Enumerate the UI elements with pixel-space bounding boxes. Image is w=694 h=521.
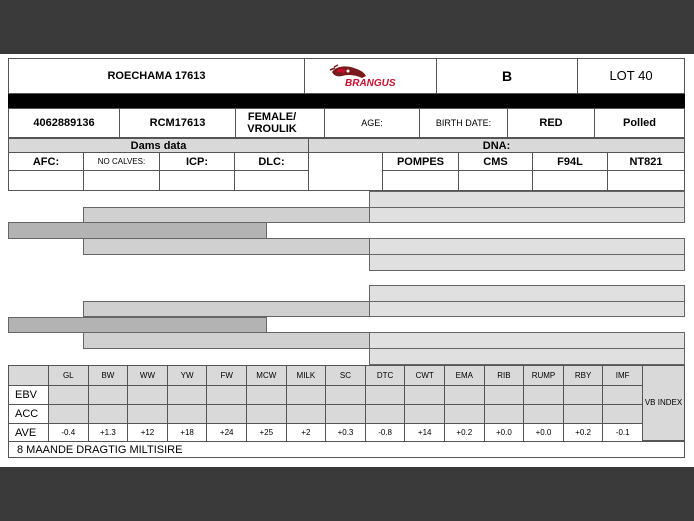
pedigree2-sire-dam [369,301,685,317]
animal-name [8,58,305,94]
ebv-cell-ave-rby [563,423,604,443]
dna-col-f94l [532,152,608,171]
pedigree2-sire-sire [369,285,685,302]
age [324,108,420,138]
ebv-cell-ebv-rib [484,385,525,405]
ebv-row-label-ave [8,423,49,443]
pedigree2-dam [83,332,370,349]
ebv-header-dtc-text: DTC [376,370,394,380]
no-calves-value [83,170,160,191]
ebv-header-gl [48,365,89,386]
ebv-row-label-ebv-text: EBV [15,389,38,401]
ebv-header-ww [127,365,168,386]
dna-cms-text: CMS [483,155,508,168]
dlc-value [234,170,309,191]
birth-date [419,108,508,138]
ebv-cell-ave-gl-text: -0.4 [61,428,76,437]
grade [436,58,578,94]
ebv-cell-ave-fw-text: +24 [219,428,234,437]
ebv-header-rby [563,365,604,386]
ebv-header-sc-text: SC [339,370,352,380]
lot-text: LOT 40 [609,68,653,83]
ebv-cell-ave-dtc [365,423,406,443]
ebv-cell-acc-yw [167,404,208,424]
ebv-cell-ebv-rump [523,385,564,405]
ebv-header-fw-text: FW [220,370,233,380]
ebv-cell-ebv-bw [88,385,129,405]
ebv-cell-ave-ww [127,423,168,443]
icp-text: ICP: [186,155,208,168]
ebv-cell-ave-dtc-text: -0.8 [378,428,392,437]
ebv-cell-acc-rump [523,404,564,424]
sex-text: FEMALE/ VROULIK [247,111,297,135]
ebv-header-imf-text: IMF [615,370,630,380]
ebv-cell-ebv-gl [48,385,89,405]
footer-note [8,441,685,458]
ebv-cell-ave-rby-text: +0.2 [575,428,591,437]
ebv-row-label-ebv [8,385,49,405]
pedigree-dam [83,238,370,255]
pedigree-dam-sire [369,238,685,255]
vb-index-header [642,365,685,441]
afc-text: AFC: [32,155,60,168]
divider-bar [8,94,685,108]
dna-nt821-text: NT821 [629,155,663,168]
registration-text: RCM17613 [149,117,206,129]
pedigree2-dam-dam [369,348,685,365]
ebv-header-rump-text: RUMP [531,370,556,380]
ebv-cell-acc-rib [484,404,525,424]
afc-label [8,152,84,171]
ebv-cell-ebv-imf [602,385,643,405]
pedigree-sire-sire [369,191,685,208]
no-calves-text: NO CALVES: [97,156,146,166]
ebv-cell-ave-cwt [404,423,445,443]
ebv-cell-ave-ww-text: +12 [140,428,155,437]
ebv-header-ema-text: EMA [455,370,473,380]
f94l-value [532,170,608,191]
ebv-cell-ebv-ema [444,385,485,405]
animal-id [8,108,120,138]
ebv-header-ww-text: WW [139,370,156,380]
ebv-cell-ave-ema [444,423,485,443]
ebv-cell-ave-rump-text: +0.0 [535,428,552,437]
pedigree2-animal-dam [8,317,267,333]
ebv-cell-acc-bw [88,404,129,424]
ebv-cell-ebv-ww [127,385,168,405]
ebv-header-cwt [404,365,445,386]
ebv-cell-ave-gl [48,423,89,443]
ebv-header-rby-text: RBY [574,370,592,380]
ebv-cell-ave-yw-text: +18 [180,428,194,437]
dna-col-nt821 [607,152,685,171]
ebv-header-bw-text: BW [101,370,115,380]
dna-f94l-text: F94L [557,155,583,168]
ebv-cell-ave-rib-text: +0.0 [495,428,512,437]
icp-value [159,170,235,191]
pedigree2-sire [83,301,370,317]
ebv-cell-ebv-fw [206,385,247,405]
nt821-value [607,170,685,191]
ebv-cell-ebv-yw [167,385,208,405]
ebv-cell-ave-ema-text: +0.2 [456,428,473,437]
ebv-cell-ebv-rby [563,385,604,405]
color-text: RED [539,117,563,129]
registration [119,108,236,138]
cms-value [458,170,533,191]
ebv-header-imf [602,365,643,386]
lot-number [577,58,685,94]
ebv-row-label-ave-text: AVE [15,427,37,439]
no-calves-label [83,152,160,171]
polled [594,108,685,138]
dna-col-pompes [382,152,459,171]
ebv-header-rib-text: RIB [497,370,511,380]
ebv-header-cwt-text: CWT [415,370,434,380]
ebv-header-mcw [246,365,287,386]
ebv-cell-ave-milk-text: +2 [301,428,311,437]
pedigree-dam-dam [369,254,685,271]
ebv-cell-ave-milk [286,423,327,443]
ebv-cell-ebv-dtc [365,385,406,405]
age-label: AGE: [361,118,383,128]
ebv-row-label-acc-text: ACC [15,408,39,420]
dams-title-text: Dams data [130,139,187,152]
ebv-cell-acc-sc [325,404,366,424]
ebv-header-gl-text: GL [62,370,74,380]
color [507,108,595,138]
ebv-cell-acc-fw [206,404,247,424]
ebv-cell-acc-milk [286,404,327,424]
ebv-cell-ave-imf [602,423,643,443]
icp-label [159,152,235,171]
dlc-label [234,152,309,171]
ebv-cell-ave-rib [484,423,525,443]
ebv-header-fw [206,365,247,386]
dlc-text: DLC: [258,155,285,168]
ebv-header-bw [88,365,129,386]
ebv-header-rump [523,365,564,386]
ebv-header-yw-text: YW [180,370,194,380]
pedigree-sire [83,207,370,223]
ebv-cell-ave-cwt-text: +14 [417,428,432,437]
polled-text: Polled [622,117,656,129]
ebv-cell-acc-ww [127,404,168,424]
ebv-cell-ave-imf-text: -0.1 [615,428,630,437]
ebv-cell-acc-ema [444,404,485,424]
ebv-cell-acc-cwt [404,404,445,424]
ebv-header-sc [325,365,366,386]
dna-title [308,138,685,153]
lot-card [0,54,694,467]
ebv-cell-ave-mcw [246,423,287,443]
logo-text: BRANGUS [345,78,396,89]
animal-name-text: ROECHAMA 17613 [107,70,206,82]
ebv-cell-ave-sc [325,423,366,443]
ebv-cell-ave-bw-text: +1.3 [99,428,116,437]
afc-value [8,170,84,191]
ebv-cell-ave-yw [167,423,208,443]
ebv-cell-ebv-milk [286,385,327,405]
pedigree2-dam-sire [369,332,685,349]
pompes-value [382,170,459,191]
ebv-cell-acc-rby [563,404,604,424]
ebv-cell-acc-mcw [246,404,287,424]
ebv-header-mcw-text: MCW [256,370,277,380]
ebv-cell-ebv-mcw [246,385,287,405]
animal-id-text: 4062889136 [33,117,95,129]
ebv-cell-acc-gl [48,404,89,424]
brand-logo [304,58,437,94]
ebv-corner [8,365,49,386]
ebv-cell-acc-dtc [365,404,406,424]
sex [235,108,325,138]
dna-title-text: DNA: [482,139,511,152]
dna-spacer [308,152,383,191]
pedigree-animal-sire [8,222,267,239]
ebv-header-rib [484,365,525,386]
ebv-header-milk-text: MILK [296,370,316,380]
ebv-cell-ave-mcw-text: +25 [259,428,274,437]
grade-text: B [501,68,513,84]
footer-note-text: 8 MAANDE DRAGTIG MILTISIRE [17,443,183,456]
ebv-cell-ebv-sc [325,385,366,405]
ebv-header-yw [167,365,208,386]
dna-pompes-text: POMPES [396,155,445,168]
ebv-cell-ave-sc-text: +0.3 [337,428,354,437]
pedigree-sire-dam [369,207,685,223]
ebv-cell-acc-imf [602,404,643,424]
vb-index-header-text: VB INDEX [644,398,683,407]
dams-title [8,138,309,153]
ebv-header-milk [286,365,327,386]
ebv-header-dtc [365,365,406,386]
ebv-header-ema [444,365,485,386]
ebv-row-label-acc [8,404,49,424]
ebv-cell-ebv-cwt [404,385,445,405]
dna-col-cms [458,152,533,171]
ebv-cell-ave-fw [206,423,247,443]
birth-date-label: BIRTH DATE: [435,118,492,128]
ebv-cell-ave-rump [523,423,564,443]
ebv-cell-ave-bw [88,423,129,443]
